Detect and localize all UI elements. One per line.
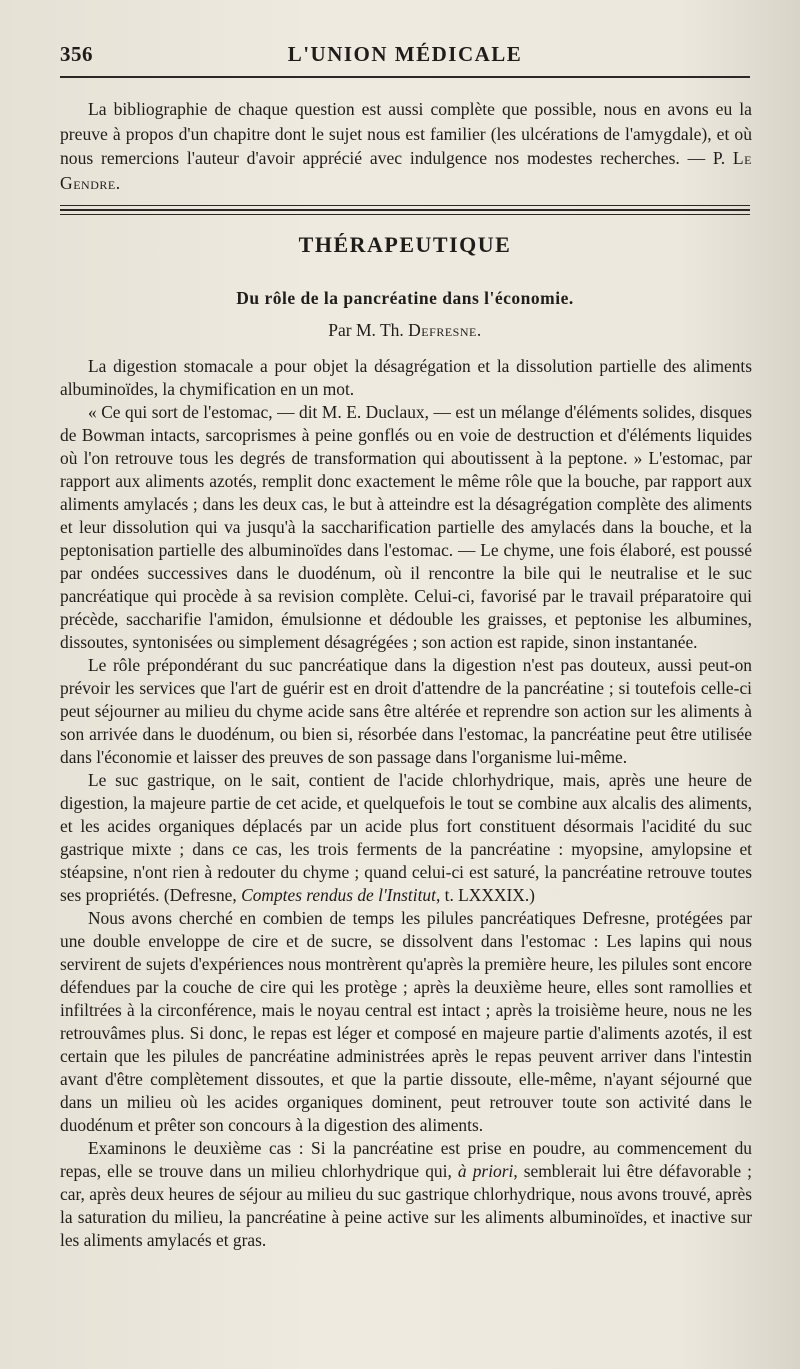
intro-signature: Le Gendre. bbox=[60, 148, 752, 193]
intro-text: La bibliographie de chaque question est aussi complète que possible, nous en avons eu la preuve à propos d'un chapitre dont le sujet nous est familier (les ulcérations de l'amygdale), et où nous remercions l'auteur d'avoir apprécié avec indulgence nos modestes recherches. — P. bbox=[60, 99, 752, 168]
paragraph-5: Nous avons cherché en combien de temps les pilules pancréatiques Defresne, protégées par une double enveloppe de cire et de sucre, se dissolvent dans l'estomac : Les lapins qui nous servirent de sujets d'expériences nous montrèrent qu'après la première heure, les pilules sont encore défendues par la couche de cire qui les protège ; après la deuxième heure, elles sont ramollies et infiltrées à la circonférence, mais le noyau central est intact ; après la troisième heure, nous ne les retrouvâmes plus. Si donc, le repas est léger et composé en majeure partie d'aliments azotés, il est certain que les pilules de pancréatine administrées après le repas peuvent arriver dans l'intestin avant d'être complètement dissoutes, et que la partie dissoute, elle-même, n'ayant séjourné que dans un milieu où les acides organiques dominent, peut retrouver toute son activité dans le duodénum et prêter son concours à la digestion des aliments. bbox=[60, 908, 752, 1135]
paragraph-6-end: , semblerait lui être défavorable ; car, après deux heures de séjour au milieu du suc gastrique chlorhydrique, nous avons trouvé, après la saturation du milieu, la pancréatine à peine active sur les aliments albuminoïdes, et inactive sur les aliments amylacés et gras. bbox=[60, 1161, 753, 1250]
running-head bbox=[60, 42, 750, 68]
section-title: THÉRAPEUTIQUE bbox=[298, 232, 512, 257]
section-divider-bottom bbox=[60, 214, 750, 215]
citation-title: Comptes rendus de l'Institut bbox=[241, 885, 436, 905]
citation-volume: , t. LXXXIX.) bbox=[435, 885, 535, 905]
intro-paragraph bbox=[60, 97, 752, 195]
a-priori-italic: à priori bbox=[457, 1161, 514, 1181]
paragraph-4-text: Le suc gastrique, on le sait, contient de l'acide chlorhydrique, mais, après une heure de digestion, la majeure partie de cet acide, et quelquefois le tout se combine aux alcalis des aliments, et les acides organiques déplacés par un acide plus fort constituent désormais l'acidité du suc gastrique mixte ; dans ce cas, les trois ferments de la pancréatine : myopsine, amylopsine et stéapsine, n'ont rien à redouter du chyme ; quand celui-ci est saturé, la pancréatine retrouve toutes ses propriétés. (Defresne, bbox=[60, 770, 752, 905]
author-name: Defresne. bbox=[408, 320, 482, 340]
journal-title: L'UNION MÉDICALE bbox=[287, 42, 523, 66]
paragraph-1: La digestion stomacale a pour objet la désagrégation et la dissolution partielle des aliments albuminoïdes, la chymification en un mot. bbox=[60, 356, 752, 399]
page-number: 356 bbox=[60, 42, 93, 66]
paragraph-3: Le rôle prépondérant du suc pancréatique dans la digestion n'est pas douteux, aussi peut-on prévoir les services que l'art de guérir est en droit d'attendre de la pancréatine ; si toutefois celle-ci peut séjourner au milieu du chyme acide sans être altérée et reprendre son action sur les aliments à son arrivée dans le duodénum, ou bien si, résorbée dans l'estomac, la pancréatine peut être utilisée dans l'économie et laisser des preuves de son passage dans l'organisme lui-même. bbox=[60, 655, 752, 767]
article-body bbox=[60, 355, 752, 1252]
article-author bbox=[60, 320, 750, 341]
paragraph-2: « Ce qui sort de l'estomac, — dit M. E. Duclaux, — est un mélange d'éléments solides, disques de Bowman intacts, sarcoprismes à peine gonflés ou en voie de destruction et d'éléments liquides où l'on retrouve tous les degrés de transformation qui aboutissent à la peptone. » L'estomac, par rapport aux aliments azotés, remplit donc exactement le même rôle que la bouche, par rapport aux aliments amylacés ; dans les deux cas, le but à atteindre est la désagrégation complète des aliments et leur dissolution qui va jusqu'à la saccharification partielle des amylacés dans la bouche, et la peptonisation partielle des albuminoïdes dans l'estomac. — Le chyme, une fois élaboré, est poussé par ondées successives dans le duodénum, où il rencontre la bile qui le neutralise et le suc pancréatique qui procède à sa revision complète. Celui-ci, favorisé par le travail préparatoire qui précède, saccharifie l'amidon, émulsionne et dédouble les graisses, et peptonise les albumines, dissoutes, syntonisées ou simplement désagrégées ; son action est rapide, sinon instantanée. bbox=[60, 402, 752, 652]
paragraph-6-start: Examinons le deuxième cas : Si la pancréatine est prise en poudre, au commencement du repas, elle se trouve dans un milieu chlorhydrique qui, bbox=[60, 1138, 752, 1181]
article-title: Du rôle de la pancréatine dans l'économie. bbox=[236, 288, 574, 308]
bibliography-paragraph bbox=[60, 97, 752, 195]
section-divider bbox=[60, 209, 750, 211]
paragraph-4 bbox=[60, 769, 752, 907]
paragraph-6 bbox=[60, 1137, 752, 1252]
header-rule bbox=[60, 76, 750, 78]
author-prefix: Par M. Th. bbox=[328, 320, 409, 340]
section-divider-top bbox=[60, 205, 750, 206]
